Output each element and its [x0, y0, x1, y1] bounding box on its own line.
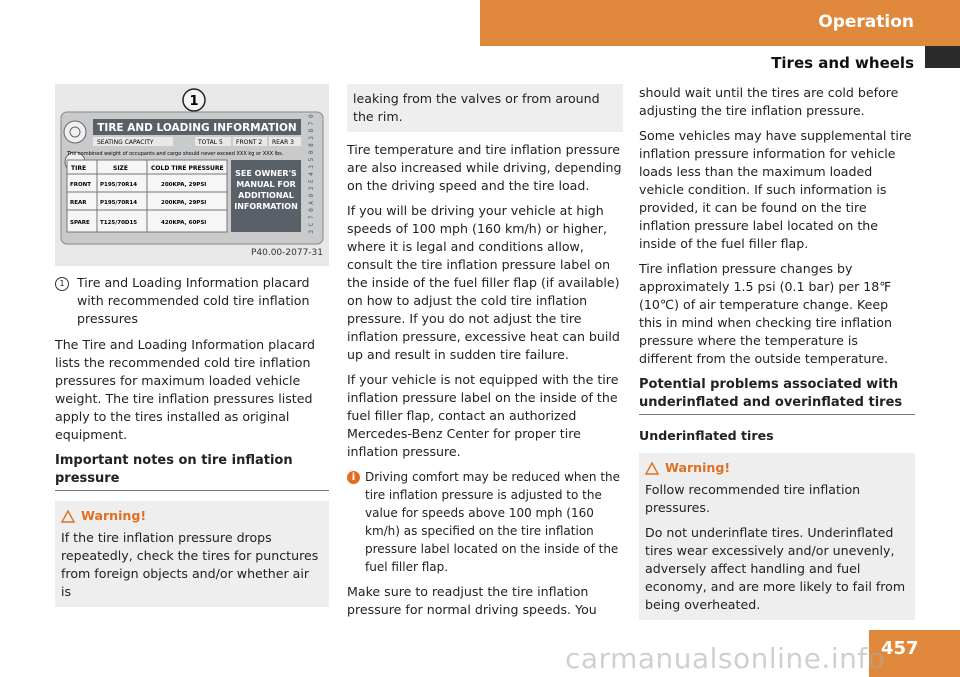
figure-caption — [55, 274, 329, 328]
col1-paragraph-1: The Tire and Loading Information placard lists the recommended cold tire inflation pressures for maximum loaded vehicle weight. The tire inflation pressures listed apply to the tires installed as original equipment. — [55, 337, 315, 442]
col2-paragraph-4: Make sure to readjust the tire inflation pressure for normal driving speeds. You — [347, 584, 597, 617]
header-tab-marker — [925, 46, 960, 68]
header-section-bar — [480, 0, 960, 46]
tire-placard-illustration — [55, 84, 329, 266]
placard-col-tire: TIRE — [71, 165, 87, 172]
placard-rear: REAR 3 — [272, 139, 294, 146]
placard-front: FRONT 2 — [236, 139, 263, 146]
warning-triangle-icon — [61, 510, 75, 523]
column-1 — [55, 84, 329, 607]
placard-total: TOTAL 5 — [198, 139, 223, 146]
placard-weight-note: The combined weight of occupants and cargo should never exceed XXX kg or XXX lbs. — [67, 151, 284, 157]
placard-title: TIRE AND LOADING INFORMATION — [97, 122, 297, 134]
col2-info-note — [347, 468, 623, 576]
info-icon: i — [347, 471, 360, 484]
caption-number: 1 — [55, 277, 69, 291]
col2-warning-continuation — [347, 84, 623, 132]
placard-col-size: SIZE — [113, 165, 129, 172]
col2-paragraph-3: If your vehicle is not equipped with the tire inflation pressure label on the inside of the fuel filler flap, contact an authorized Mercedes-Benz Center for proper tire inflation pressure. — [347, 372, 619, 459]
placard-row-front-size: P195/70R14 — [100, 182, 138, 188]
warning-triangle-icon — [645, 462, 659, 475]
col3-paragraph-1: should wait until the tires are cold before adjusting the tire inflation pressure. — [639, 85, 899, 118]
placard-row-front-pressure: 200KPA, 29PSI — [161, 182, 207, 188]
tire-placard-figure — [55, 84, 329, 266]
col1-heading: Important notes on tire inflation pressure — [55, 452, 329, 491]
col3-warning-title — [645, 459, 909, 477]
placard-table — [67, 160, 227, 232]
col3-warning-box — [639, 453, 915, 620]
col3-warning-paragraph-1: Follow recommended tire inflation pressures. — [645, 482, 861, 515]
col2-info-text: Driving comfort may be reduced when the tire inflation pressure is adjusted to the value for speeds above 100 mph (160 km/h) as specified on the tire inflation pressure label located on the inside of the fuel filler flap. — [365, 470, 621, 574]
col3-paragraph-2: Some vehicles may have supplemental tire inflation pressure information for vehicle loads less than the maximum loaded vehicle condition. If such information is provided, it can be found on the tire inflation pressure label located on the inside of the fuel filler flap. — [639, 128, 912, 251]
placard-row-rear-label: REAR — [70, 200, 87, 206]
col3-heading: Potential problems associated with underinflated and overinflated tires — [639, 376, 915, 415]
col3-warning-paragraph-2: Do not underinflate tires. Underinflated tires wear excessively and/or unevenly, adversely affect handling and fuel economy, and are more likely to fail from being overheated. — [645, 525, 906, 612]
figure-callout-number: 1 — [189, 94, 199, 109]
col2-paragraph-1: Tire temperature and tire inflation pressure are also increased while driving, depending on the driving speed and the tire load. — [347, 142, 622, 193]
placard-row-spare-label: SPARE — [70, 220, 90, 226]
col3-warning-title-text: Warning! — [665, 460, 731, 475]
placard-seating-capacity: SEATING CAPACITY — [97, 139, 154, 146]
col1-warning-title — [61, 507, 323, 525]
col1-warning-text: If the tire inflation pressure drops repeatedly, check the tires for punctures from foreign objects and/or whether air is — [61, 530, 319, 599]
col2-paragraph-2: If you will be driving your vehicle at high speeds of 100 mph (160 km/h) or higher, where it is legal and conditions allow, consult the tire inflation pressure label on the inside of the fuel filler flap (if available) on how to adjust the cold tire inflation pressure. If you do not adjust the tire inflation pressure, excessive heat can build up and result in sudden tire failure. — [347, 203, 620, 362]
placard-row-rear-pressure: 200KPA, 29PSI — [161, 200, 207, 206]
col3-paragraph-3: Tire inflation pressure changes by approximately 1.5 psi (0.1 bar) per 18℉ (10℃) of air temperature change. Keep this in mind when checking tire inflation pressure where the temperature is different from the outside temperature. — [639, 261, 892, 366]
figure-code: P40.00-2077-31 — [250, 248, 323, 258]
caption-text: Tire and Loading Information placard with recommended cold tire inflation pressures — [77, 275, 310, 326]
placard-col-pressure: COLD TIRE PRESSURE — [151, 165, 224, 172]
placard-row-rear-size: P195/70R14 — [100, 200, 138, 206]
col1-warning-box — [55, 501, 329, 607]
placard-see-owner: SEE OWNER'S MANUAL FOR ADDITIONAL INFORMATION — [234, 169, 298, 211]
page-number: 457 — [881, 638, 919, 659]
placard-row-spare-pressure: 420KPA, 60PSI — [161, 220, 207, 226]
placard-side-code: 3 C 7 0 A 0 3 E 4 3 5 0 8 3 8 7 0 — [308, 114, 315, 234]
col1-warning-title-text: Warning! — [81, 508, 147, 523]
watermark: carmanualsonline.info — [565, 642, 886, 675]
col3-subheading: Underinflated tires — [639, 428, 774, 443]
column-3 — [639, 84, 915, 620]
placard-row-front-label: FRONT — [70, 182, 92, 188]
col2-warning-cont-text: leaking from the valves or from around the rim. — [353, 91, 600, 124]
column-2 — [347, 84, 623, 626]
placard-row-spare-size: T125/70D15 — [100, 220, 138, 226]
header-section-title: Operation — [818, 12, 914, 32]
header-subsection-title: Tires and wheels — [771, 54, 914, 72]
